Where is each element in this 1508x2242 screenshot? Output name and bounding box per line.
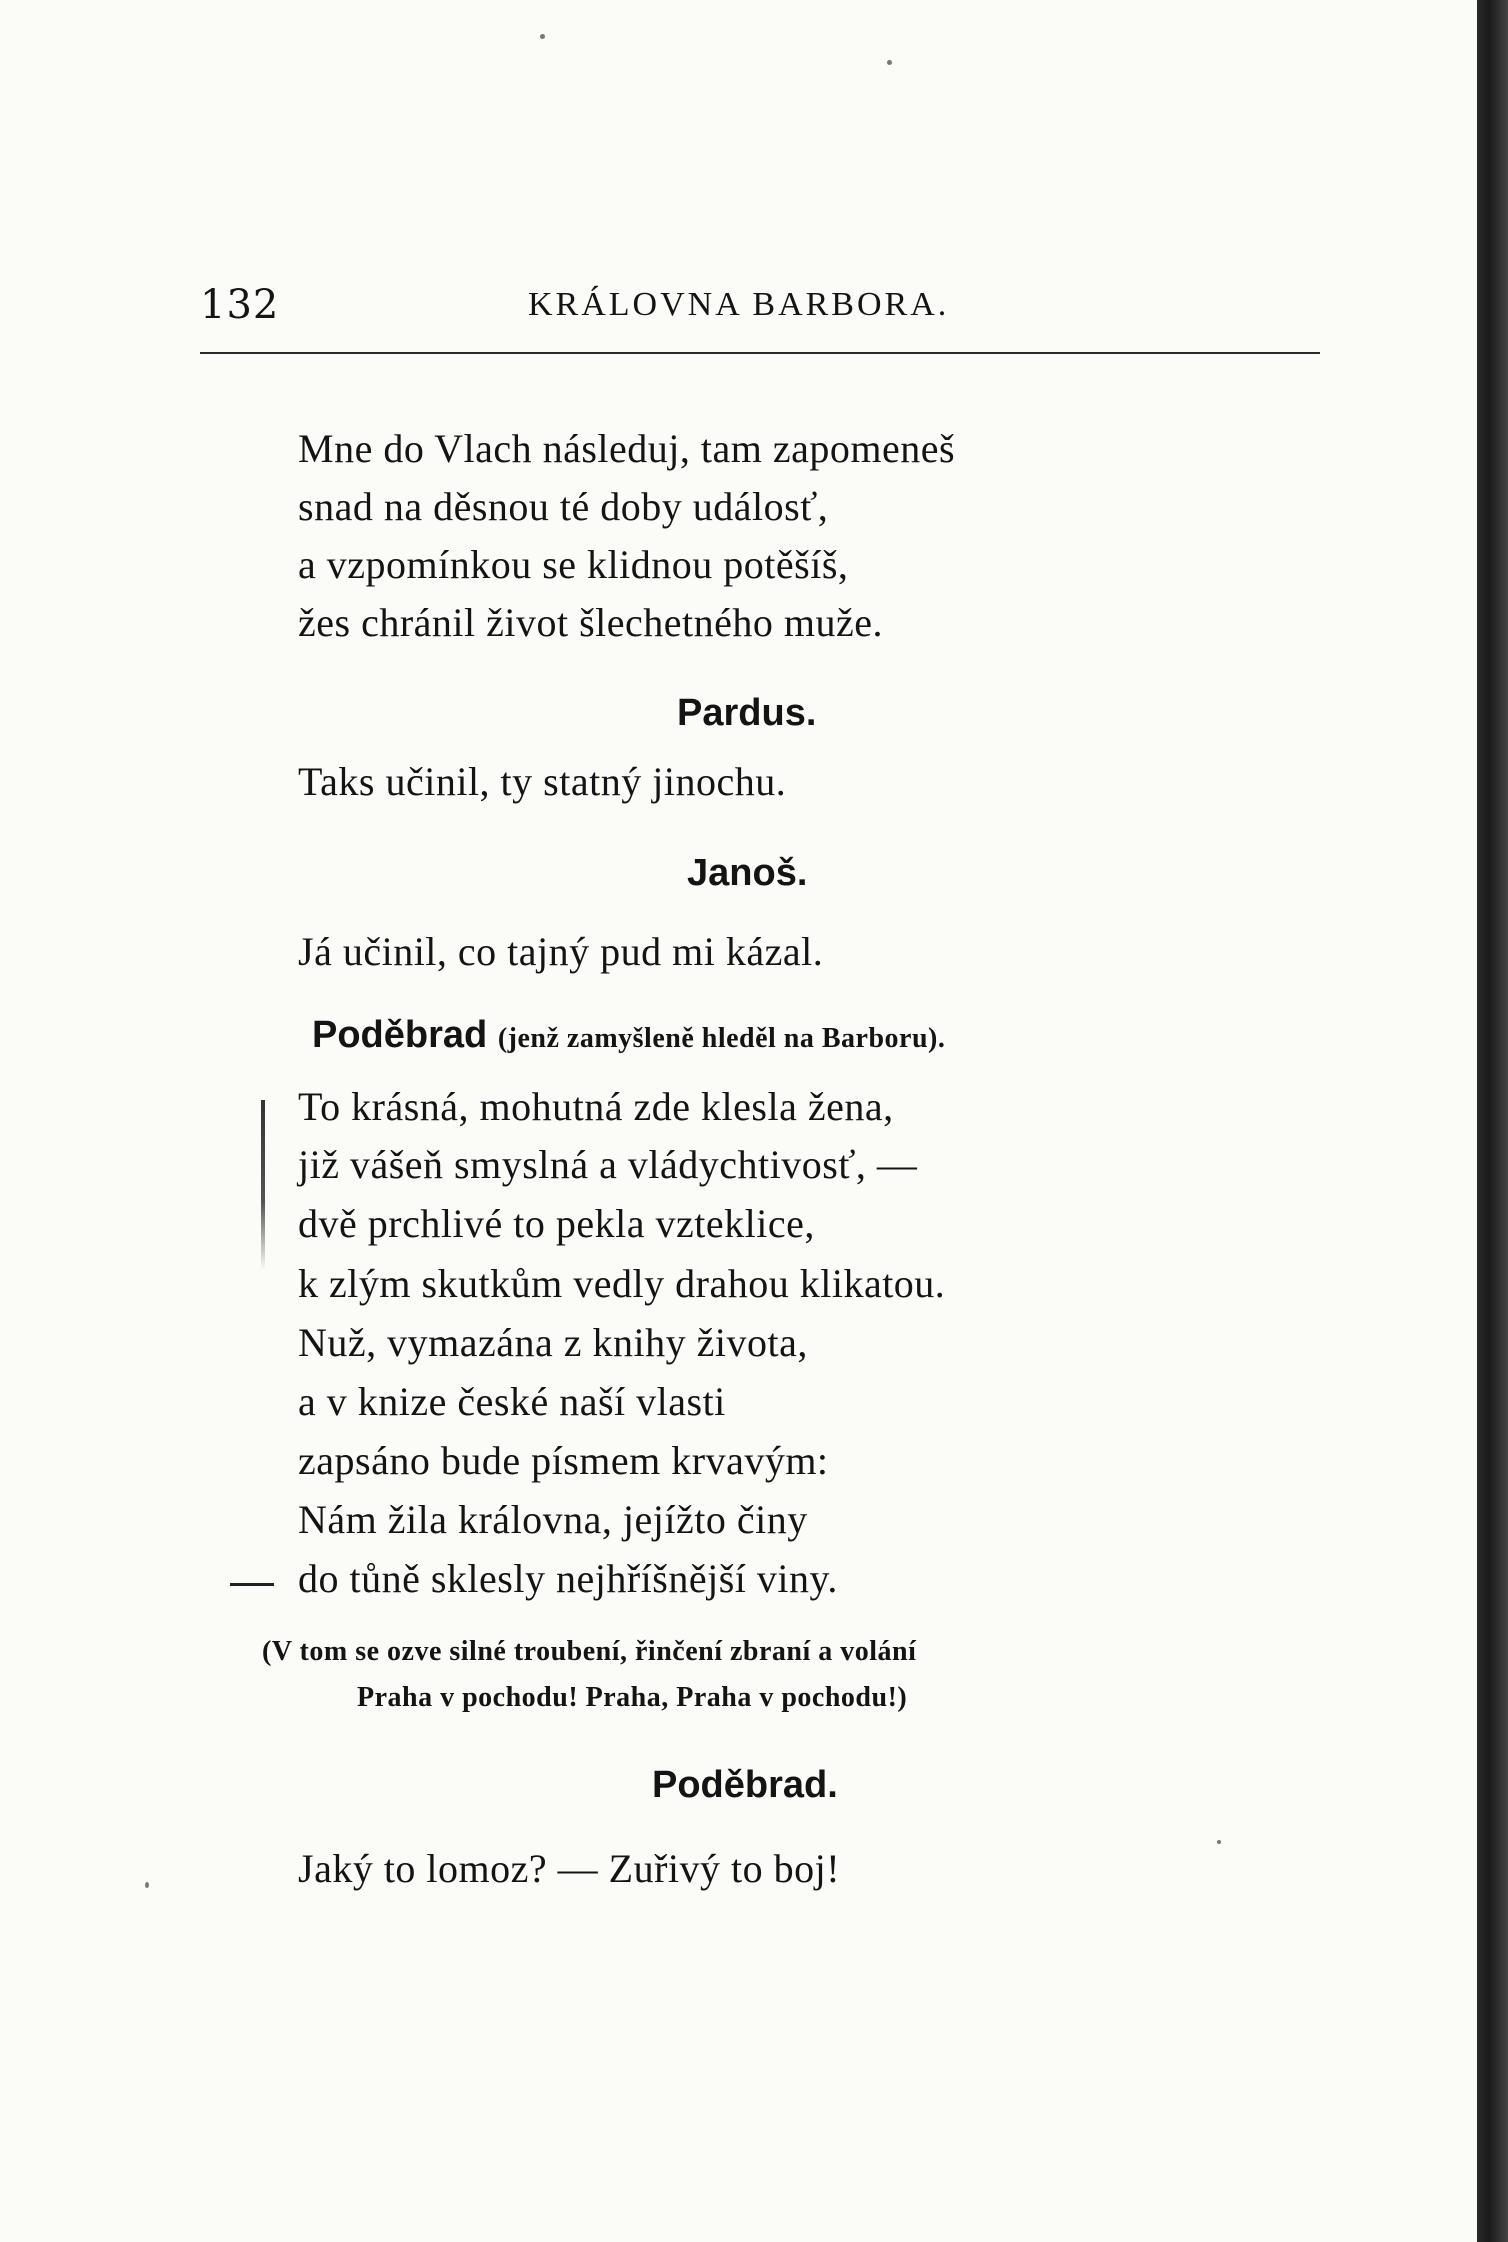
- stage-direction-inline: (jenž zamyšleně hleděl na Barboru).: [497, 1023, 946, 1054]
- stage-direction: Praha v pochodu! Praha, Praha v pochodu!): [357, 1682, 908, 1713]
- paper-speck: [887, 60, 892, 65]
- page-number: 132: [200, 282, 280, 328]
- paper-speck: [540, 34, 545, 39]
- paper-speck: [145, 1882, 149, 1888]
- verse-line: Já učinil, co tajný pud mi kázal.: [298, 929, 824, 974]
- verse-line: Nám žila královna, jejížto činy: [298, 1497, 808, 1542]
- speaker-line: [312, 1014, 945, 1057]
- speaker-name: Janoš.: [687, 852, 808, 894]
- verse-line: To krásná, mohutná zde klesla žena,: [298, 1084, 894, 1129]
- verse-line: Jaký to lomoz? — Zuřivý to boj!: [298, 1846, 841, 1891]
- page-header: [200, 282, 1320, 342]
- margin-mark: [261, 1100, 265, 1270]
- verse-line: Mne do Vlach následuj, tam zapomeneš: [298, 426, 956, 471]
- speaker-name: Poděbrad: [312, 1014, 488, 1056]
- header-rule: [200, 352, 1320, 354]
- verse-line: snad na děsnou té doby událosť,: [298, 484, 829, 529]
- verse-line: žes chránil život šlechetného muže.: [298, 600, 884, 645]
- speaker-name: Poděbrad.: [652, 1764, 838, 1806]
- verse-line: dvě prchlivé to pekla vzteklice,: [298, 1201, 815, 1246]
- verse-line: do tůně sklesly nejhříšnější viny.: [298, 1556, 838, 1601]
- verse-line: a vzpomínkou se klidnou potěšíš,: [298, 542, 849, 587]
- verse-line: zapsáno bude písmem krvavým:: [298, 1438, 829, 1483]
- speaker-name: Pardus.: [677, 692, 817, 734]
- scan-edge: [1477, 0, 1508, 2242]
- verse-line: již vášeň smyslná a vládychtivosť, —: [298, 1142, 918, 1187]
- verse-line: Nuž, vymazána z knihy života,: [298, 1320, 808, 1365]
- running-title: KRÁLOVNA BARBORA.: [528, 286, 950, 323]
- margin-dash: [230, 1583, 274, 1586]
- verse-line: a v knize české naší vlasti: [298, 1379, 726, 1424]
- verse-line: Taks učinil, ty statný jinochu.: [298, 759, 787, 804]
- verse-line: k zlým skutkům vedly drahou klikatou.: [298, 1261, 946, 1306]
- paper-speck: [1217, 1840, 1221, 1844]
- stage-direction: (V tom se ozve silné troubení, řinčení zbraní a volání: [262, 1636, 917, 1667]
